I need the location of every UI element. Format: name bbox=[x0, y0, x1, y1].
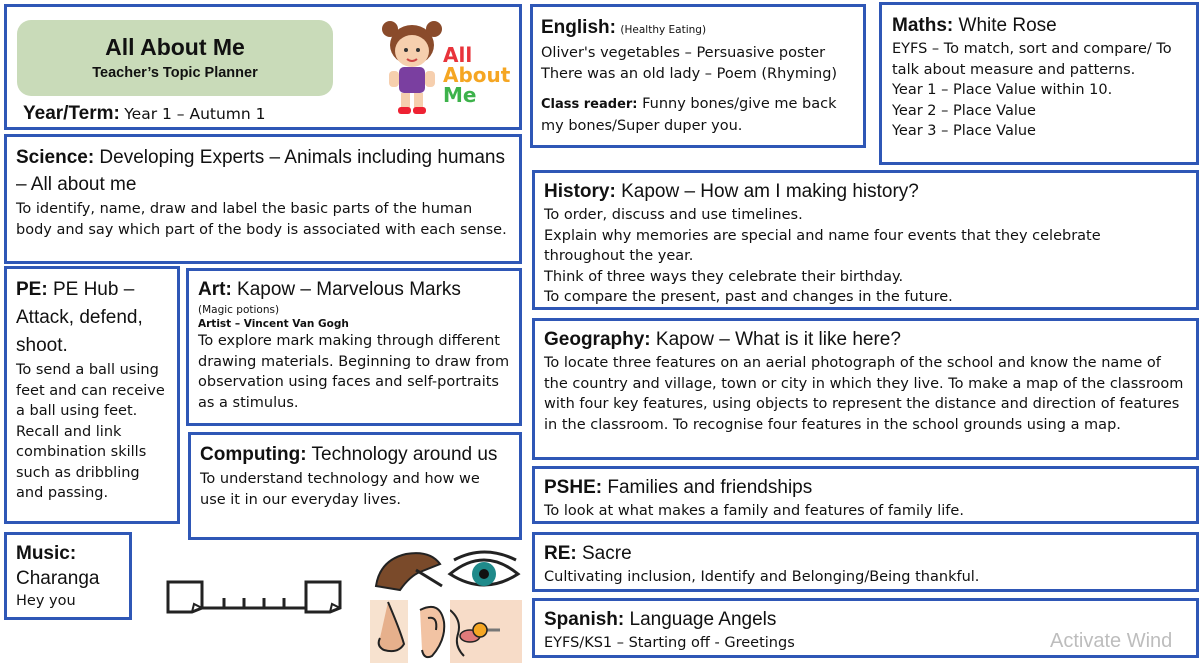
year-term bbox=[23, 103, 266, 125]
maths-line-1: EYFS – To match, sort and compare/ To talk about measure and patterns. bbox=[892, 41, 1172, 78]
year-term-value: Year 1 – Autumn 1 bbox=[124, 105, 266, 123]
pshe-text: To look at what makes a family and features of family life. bbox=[544, 503, 964, 519]
spanish-text: EYFS/KS1 – Starting off - Greetings bbox=[544, 635, 795, 651]
computing-title: Technology around us bbox=[306, 444, 498, 465]
english-label: English: bbox=[541, 17, 616, 38]
maths-line-2: Year 1 – Place Value within 10. bbox=[892, 82, 1113, 98]
geography-title: Kapow – What is it like here? bbox=[650, 329, 901, 350]
logo-word-about: About bbox=[443, 63, 511, 87]
music-box bbox=[4, 532, 132, 620]
art-title: Kapow – Marvelous Marks bbox=[231, 279, 461, 300]
header-box bbox=[4, 4, 522, 130]
class-reader-label: Class reader: bbox=[541, 97, 638, 112]
science-box bbox=[4, 134, 522, 264]
computing-text: To understand technology and how we use it in our everyday lives. bbox=[200, 471, 480, 508]
maths-box bbox=[879, 2, 1199, 165]
re-title: Sacre bbox=[576, 543, 632, 564]
timeline-icon bbox=[166, 578, 346, 618]
history-line-1: To order, discuss and use timelines. bbox=[544, 207, 803, 223]
eye-icon bbox=[446, 546, 522, 600]
spanish-label: Spanish: bbox=[544, 609, 625, 630]
english-line-1: Oliver's vegetables – Persuasive poster bbox=[541, 45, 826, 61]
pe-label: PE: bbox=[16, 279, 48, 300]
geography-text: To locate three features on an aerial photograph of the school and know the name of the country and village, town or city in which they live. To make a map of the classroom with four key features, using objects to represent the distance and direction of features in the classroom. To recognise four features in the school grounds using a map. bbox=[544, 355, 1184, 433]
geography-box bbox=[532, 318, 1199, 460]
spanish-title: Language Angels bbox=[624, 609, 777, 630]
maths-title: White Rose bbox=[953, 15, 1057, 36]
maths-line-4: Year 3 – Place Value bbox=[892, 123, 1036, 139]
logo-word-all: All bbox=[443, 43, 473, 67]
pshe-title: Families and friendships bbox=[602, 477, 813, 498]
pshe-label: PSHE: bbox=[544, 477, 603, 498]
english-note: (Healthy Eating) bbox=[620, 24, 707, 36]
history-line-3: Think of three ways they celebrate their birthday. bbox=[544, 268, 904, 285]
art-box bbox=[186, 268, 522, 426]
science-label: Science: bbox=[16, 147, 95, 168]
computing-label: Computing: bbox=[200, 444, 307, 465]
science-text: To identify, name, draw and label the basic parts of the human body and say which part of the body is associated with each sense. bbox=[16, 201, 507, 238]
maths-line-3: Year 2 – Place Value bbox=[892, 102, 1036, 119]
computing-box bbox=[188, 432, 522, 540]
page-title: All About Me bbox=[105, 34, 245, 60]
class-reader-text: Funny bones/give me back my bones/Super duper you. bbox=[541, 96, 837, 134]
history-label: History: bbox=[544, 181, 616, 202]
senses-image bbox=[370, 546, 522, 663]
activate-windows-watermark: Activate Wind bbox=[1050, 630, 1173, 652]
year-term-label: Year/Term: bbox=[23, 103, 120, 124]
nose-icon bbox=[370, 600, 408, 663]
english-line-2: There was an old lady – Poem (Rhyming) bbox=[541, 65, 838, 82]
re-box bbox=[532, 532, 1199, 592]
pe-text: To send a ball using feet and can receive a ball using feet. Recall and link combination skills such as dribbling and passing. bbox=[16, 362, 165, 501]
pshe-box bbox=[532, 466, 1199, 524]
geography-label: Geography: bbox=[544, 329, 651, 350]
music-text: Hey you bbox=[16, 593, 76, 609]
touch-hand-icon bbox=[370, 546, 446, 600]
pe-box bbox=[4, 266, 180, 524]
science-title: Developing Experts – Animals including humans – All about me bbox=[16, 147, 505, 195]
history-title: Kapow – How am I making history? bbox=[615, 181, 919, 202]
page-subtitle: Teacher’s Topic Planner bbox=[92, 65, 258, 81]
girl-icon bbox=[381, 15, 443, 119]
english-box bbox=[530, 4, 866, 148]
history-box bbox=[532, 170, 1199, 310]
art-text: To explore mark making through different drawing materials. Beginning to draw from observation using faces and self-portraits as a stimulus. bbox=[198, 333, 510, 411]
art-note: (Magic potions) bbox=[198, 304, 280, 316]
maths-label: Maths: bbox=[892, 15, 954, 36]
art-label: Art: bbox=[198, 279, 232, 300]
re-label: RE: bbox=[544, 543, 577, 564]
re-text: Cultivating inclusion, Identify and Belonging/Being thankful. bbox=[544, 569, 980, 585]
all-about-me-logo bbox=[381, 13, 511, 125]
tongue-taste-icon bbox=[450, 600, 522, 663]
title-banner bbox=[17, 20, 333, 96]
pe-title: PE Hub – Attack, defend, shoot. bbox=[16, 279, 143, 356]
music-label: Music: bbox=[16, 543, 77, 564]
history-line-4: To compare the present, past and changes in the future. bbox=[544, 289, 953, 305]
logo-word-me: Me bbox=[443, 83, 477, 107]
art-artist: Artist – Vincent Van Gogh bbox=[198, 318, 349, 330]
history-line-2: Explain why memories are special and name four events that they celebrate throughout the year. bbox=[544, 227, 1101, 264]
ear-icon bbox=[410, 600, 450, 663]
music-title: Charanga bbox=[16, 568, 100, 589]
